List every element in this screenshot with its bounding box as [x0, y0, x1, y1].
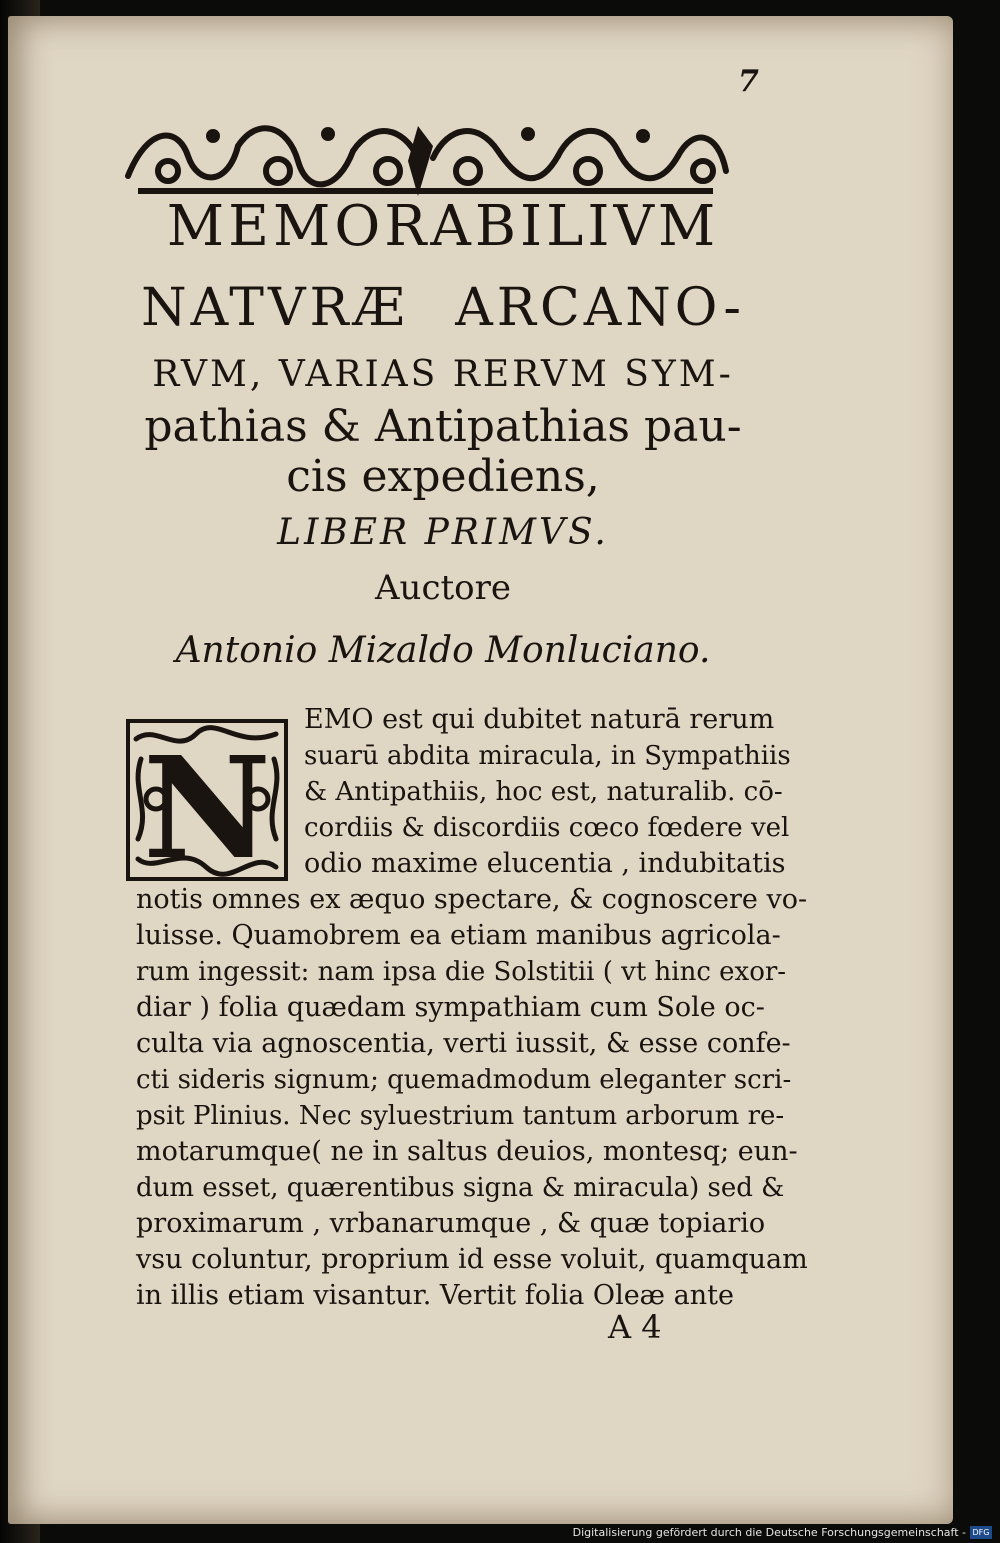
- body-line: cordiis & discordiis cœco fœdere vel: [304, 813, 790, 843]
- title-line-5: cis expediens,: [286, 451, 600, 502]
- title-line-3: RVM, VARIAS RERVM SYM-: [152, 354, 734, 395]
- body-line: notis omnes ex æquo spectare, & cognoscere vo-: [136, 884, 808, 915]
- body-line: dum esset, quærentibus signa & miracula) sed &: [136, 1173, 785, 1203]
- auctore-label: Auctore: [375, 568, 511, 608]
- body-line: cti sideris signum; quemadmodum eleganter scri-: [136, 1065, 792, 1095]
- headpiece-ornament-icon: [118, 116, 733, 201]
- body-line: culta via agnoscentia, verti iussit, & esse confe-: [136, 1028, 791, 1059]
- title-line-1: MEMORABILIVM: [166, 194, 720, 259]
- body-line: psit Plinius. Nec syluestrium tantum arborum re-: [136, 1101, 785, 1131]
- body-line: vsu coluntur, proprium id esse voluit, quamquam: [136, 1244, 808, 1275]
- body-line: & Antipathiis, hoc est, naturalib. cō-: [304, 777, 783, 807]
- digitization-credit: Digitalisierung gefördert durch die Deutsche Forschungsgemeinschaft -: [572, 1526, 966, 1539]
- body-line: motarumque( ne in saltus deuios, montesq; eun-: [136, 1136, 798, 1167]
- body-line: luisse. Quamobrem ea etiam manibus agricola-: [136, 920, 781, 951]
- body-line: odio maxime elucentia , indubitatis: [304, 848, 786, 879]
- body-line: rum ingessit: nam ipsa die Solstitii ( vt hinc exor-: [136, 957, 787, 987]
- signature-mark: A 4: [608, 1308, 662, 1346]
- title-line-2: NATVRÆ ARCANO-: [141, 278, 745, 338]
- author-name: Antonio Mizaldo Monluciano.: [175, 630, 711, 671]
- body-line: diar ) folia quædam sympathiam cum Sole oc-: [136, 992, 765, 1023]
- page-number: 7: [738, 64, 759, 99]
- body-line: EMO est qui dubitet naturā rerum: [304, 704, 775, 735]
- initial-letter: N: [143, 727, 271, 881]
- dfg-logo-icon: DFG: [970, 1526, 992, 1539]
- decorated-initial-icon: [126, 719, 288, 881]
- book-page: [8, 16, 953, 1524]
- body-line: in illis etiam visantur. Vertit folia Oleæ ante: [136, 1280, 734, 1311]
- title-line-4: pathias & Antipathias pau-: [144, 401, 742, 452]
- book-heading: LIBER PRIMVS.: [277, 512, 609, 553]
- body-line: suarū abdita miracula, in Sympathiis: [304, 741, 791, 771]
- body-line: proximarum , vrbanarumque , & quæ topiario: [136, 1208, 766, 1239]
